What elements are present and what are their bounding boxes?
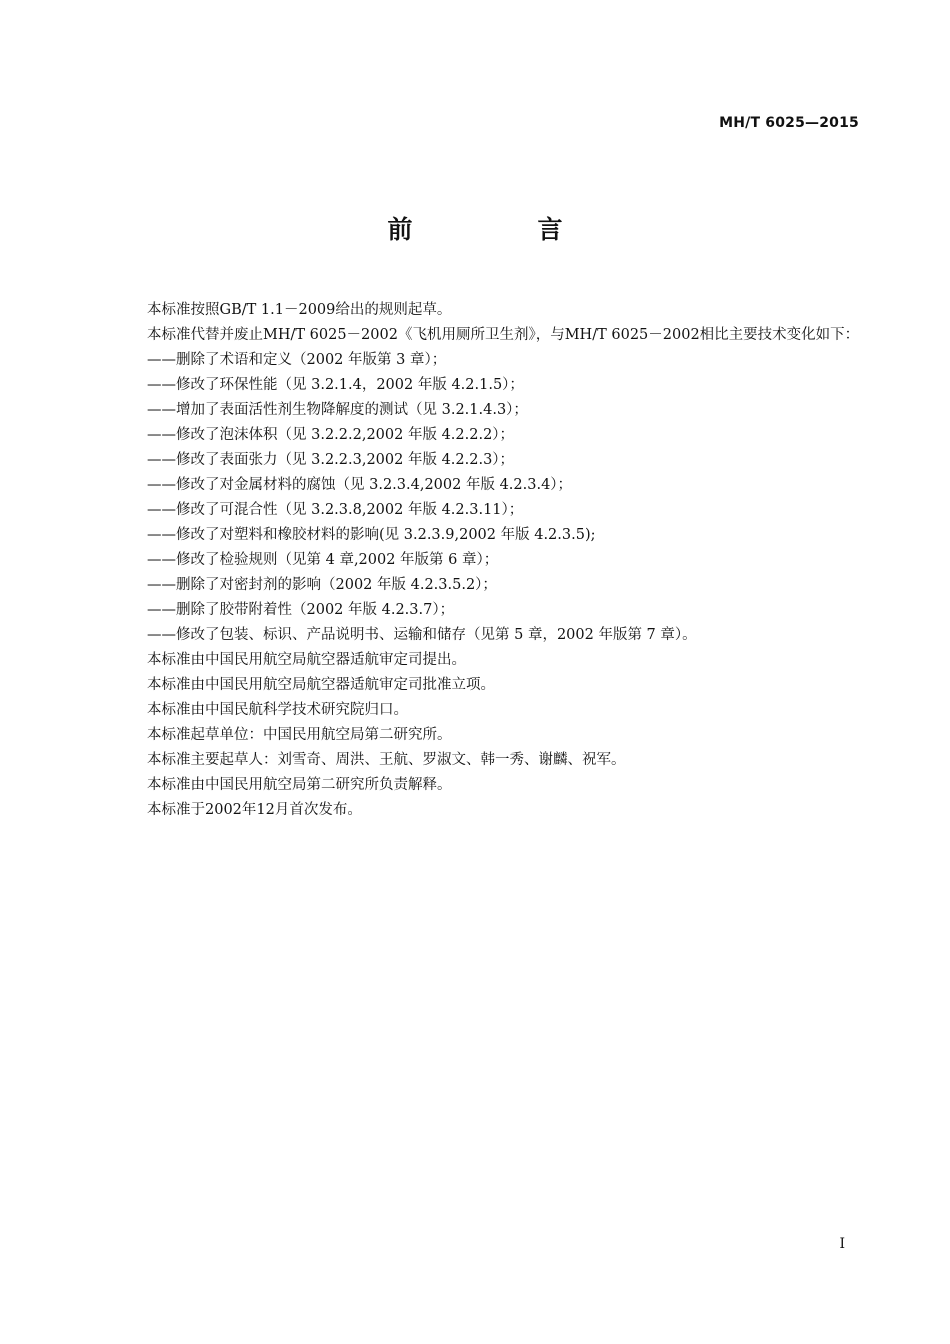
paragraph: 本标准于2002年12月首次发布。 bbox=[147, 802, 362, 818]
paragraph: 本标准由中国民用航空局第二研究所负责解释。 bbox=[147, 777, 452, 793]
list-item: ——删除了对密封剂的影响（2002 年版 4.2.3.5.2）； bbox=[147, 577, 497, 593]
page-title: 前 言 bbox=[387, 215, 613, 244]
list-item: ——修改了可混合性（见 3.2.3.8,2002 年版 4.2.3.11）； bbox=[147, 502, 524, 518]
document-body bbox=[114, 298, 862, 823]
list-item: ——删除了术语和定义（2002 年版第 3 章）； bbox=[147, 352, 447, 368]
paragraph: 本标准由中国民用航空局航空器适航审定司提出。 bbox=[147, 652, 466, 668]
list-item: ——修改了环保性能（见 3.2.1.4，2002 年版 4.2.1.5）； bbox=[147, 377, 524, 393]
list-item: ——修改了对塑料和橡胶材料的影响(见 3.2.3.9,2002 年版 4.2.3.5); bbox=[147, 527, 596, 543]
paragraph: 本标准由中国民用航空局航空器适航审定司批准立项。 bbox=[147, 677, 495, 693]
paragraph: 本标准主要起草人：刘雪奇、周洪、王航、罗淑文、韩一秀、谢麟、祝军。 bbox=[147, 752, 626, 768]
page-number: I bbox=[839, 1236, 845, 1252]
list-item: ——修改了检验规则（见第 4 章,2002 年版第 6 章）； bbox=[147, 552, 499, 568]
list-item: ——增加了表面活性剂生物降解度的测试（见 3.2.1.4.3）； bbox=[147, 402, 528, 418]
paragraph: 本标准起草单位：中国民用航空局第二研究所。 bbox=[147, 727, 452, 743]
paragraph: 本标准由中国民航科学技术研究院归口。 bbox=[147, 702, 408, 718]
list-item: ——删除了胶带附着性（2002 年版 4.2.3.7）； bbox=[147, 602, 455, 618]
paragraph: 本标准代替并废止MH/T 6025－2002《飞机用厕所卫生剂》，与MH/T 6025－2002相比主要技术变化如下： bbox=[147, 327, 860, 343]
list-item: ——修改了对金属材料的腐蚀（见 3.2.3.4,2002 年版 4.2.3.4）； bbox=[147, 477, 573, 493]
document-code: MH/T 6025—2015 bbox=[719, 115, 859, 131]
paragraph: 本标准按照GB/T 1.1－2009给出的规则起草。 bbox=[147, 302, 452, 318]
list-item: ——修改了泡沫体积（见 3.2.2.2,2002 年版 4.2.2.2）； bbox=[147, 427, 515, 443]
list-item: ——修改了包装、标识、产品说明书、运输和储存（见第 5 章，2002 年版第 7 章）。 bbox=[147, 627, 697, 643]
list-item: ——修改了表面张力（见 3.2.2.3,2002 年版 4.2.2.3）； bbox=[147, 452, 515, 468]
